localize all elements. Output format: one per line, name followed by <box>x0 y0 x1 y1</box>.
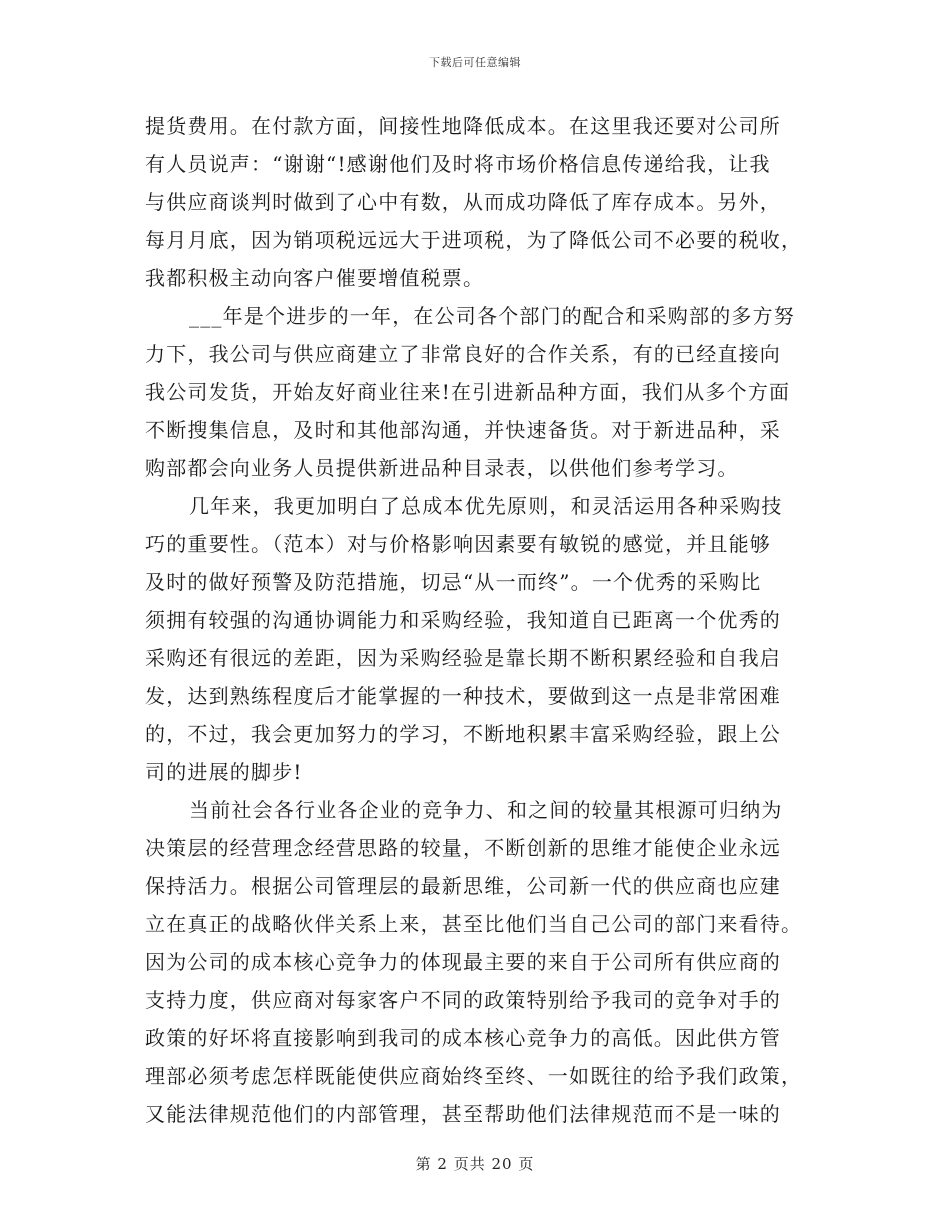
text-line: 司的进展的脚步! <box>145 760 303 784</box>
text-line: 每月月底，因为销项税远远大于进项税，为了降低公司不必要的税收， <box>145 228 803 252</box>
text-line: 我都积极主动向客户催要增值税票。 <box>145 266 485 290</box>
text-line: 保持活力。根据公司管理层的最新思维，公司新一代的供应商也应建 <box>145 874 781 898</box>
paragraph <box>145 107 805 297</box>
text-line: 几年来，我更加明白了总成本优先原则，和灵活运用各种采购技 <box>189 494 783 518</box>
text-line: 理部必须考虑怎样既能使供应商始终至终、一如既往的给予我们政策， <box>145 1064 803 1088</box>
text-line: 须拥有较强的沟通协调能力和采购经验，我知道自已距离一个优秀的 <box>145 608 781 632</box>
text-line: 力下，我公司与供应商建立了非常良好的合作关系，有的已经直接向 <box>145 342 781 366</box>
text-line: 支持力度，供应商对每家客户不同的政策特别给予我司的竞争对手的 <box>145 988 781 1012</box>
paragraph <box>145 791 805 1133</box>
text-line: 的，不过，我会更加努力的学习，不断地积累丰富采购经验，跟上公 <box>145 722 781 746</box>
paragraph <box>145 297 805 487</box>
page-number-footer: 第 2 页共 20 页 <box>415 1155 535 1173</box>
document-body <box>145 107 805 1133</box>
text-line: 立在真正的战略伙伴关系上来，甚至比他们当自己公司的部门来看待。 <box>145 912 803 936</box>
text-line: 决策层的经营理念经营思路的较量，不断创新的思维才能使企业永远 <box>145 836 781 860</box>
text-line: 巧的重要性。（范本）对与价格影响因素要有敏锐的感觉，并且能够 <box>145 532 771 556</box>
text-line: 提货费用。在付款方面，间接性地降低成本。在这里我还要对公司所 <box>145 114 781 138</box>
text-line: 与供应商谈判时做到了心中有数，从而成功降低了库存成本。另外， <box>145 190 781 214</box>
text-line: 购部都会向业务人员提供新进品种目录表，以供他们参考学习。 <box>145 456 739 480</box>
text-line: 我公司发货，开始友好商业往来!在引进新品种方面，我们从多个方面 <box>145 380 791 404</box>
text-line: 又能法律规范他们的内部管理，甚至帮助他们法律规范而不是一味的 <box>145 1102 781 1126</box>
text-line: 有人员说声：“谢谢“!感谢他们及时将市场价格信息传递给我，让我 <box>145 152 771 176</box>
text-line: 当前社会各行业各企业的竞争力、和之间的较量其根源可归纳为 <box>189 798 783 822</box>
paragraph <box>145 487 805 791</box>
text-line: 及时的做好预警及防范措施，切忌“从一而终”。一个优秀的采购比 <box>145 570 762 594</box>
text-line: 因为公司的成本核心竞争力的体现最主要的来自于公司所有供应商的 <box>145 950 781 974</box>
text-line: 政策的好坏将直接影响到我司的成本核心竞争力的高低。因此供方管 <box>145 1026 781 1050</box>
text-line: 采购还有很远的差距，因为采购经验是靠长期不断积累经验和自我启 <box>145 646 781 670</box>
text-line: ___年是个进步的一年，在公司各个部门的配合和采购部的多方努 <box>189 304 795 328</box>
page-header-note: 下载后可任意编辑 <box>429 56 521 69</box>
text-line: 发，达到熟练程度后才能掌握的一种技术，要做到这一点是非常困难 <box>145 684 781 708</box>
text-line: 不断搜集信息，及时和其他部沟通，并快速备货。对于新进品种，采 <box>145 418 781 442</box>
